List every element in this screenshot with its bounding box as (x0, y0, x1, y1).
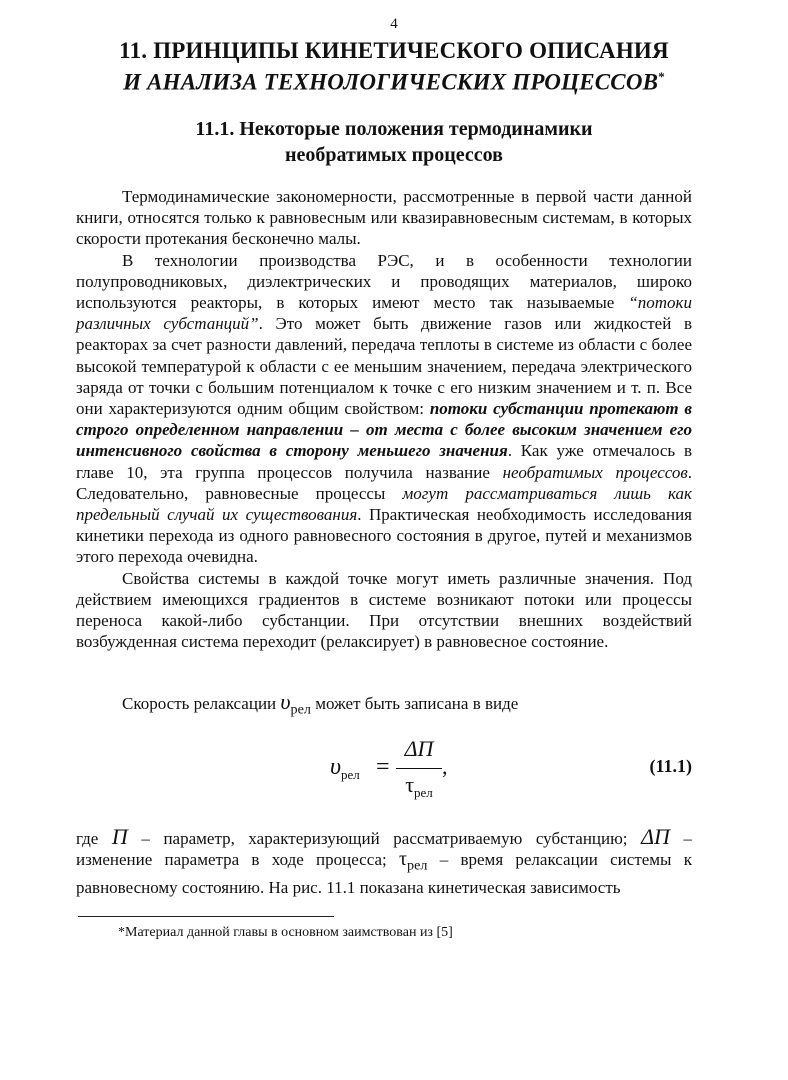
paragraph-5-pre: где (76, 829, 112, 848)
footnote: *Материал данной главы в основном заимствован из [5] (118, 925, 453, 940)
paragraph-5-mid-1: – параметр, характеризующий рассматриваемую субстанцию; (127, 829, 642, 848)
paragraph-4 (76, 691, 692, 721)
paragraph-5-symbol-3: τ (399, 848, 408, 871)
formula-denominator-symbol: τ (405, 772, 415, 797)
paragraph-5-symbol-3-subscript: рел (407, 857, 428, 874)
paragraph-4-text: Скорость релаксации (122, 694, 281, 713)
body-text-formula-intro (76, 691, 692, 721)
chapter-title-line-1: 11. ПРИНЦИПЫ КИНЕТИЧЕСКОГО ОПИСАНИЯ (119, 38, 669, 63)
paragraph-4-subscript: рел (290, 701, 311, 718)
chapter-title-line-2-text: И АНАЛИЗА ТЕХНОЛОГИЧЕСКИХ ПРОЦЕССОВ (123, 69, 659, 95)
paragraph-2-italic-1: “потоки различных субстанций” (76, 293, 692, 334)
paragraph-4-tail: может быть записана в виде (310, 694, 519, 713)
formula-denominator (396, 772, 442, 801)
paragraph-3: Свойства системы в каждой точке могут иметь различные значения. Под действием имеющихся градиентов в системе возникают потоки или процессы переноса какой-либо субстанции. При отсутствии внешних воздействий возбужденная система переходит (релаксирует) в равновесное состояние. (76, 568, 692, 652)
formula-lhs (330, 754, 360, 783)
section-title-line-1: 11.1. Некоторые положения термодинамики (195, 118, 593, 140)
paragraph-2-italic-2: необратимых процессов (502, 462, 688, 482)
formula-equals: = (376, 754, 390, 780)
paragraph-2-text-1: В технологии производства РЭС, и в особенности технологии полупроводниковых, диэлектрических и проводящих материалов, широко используются реакторы, в которых имеют место так называемые (76, 250, 692, 313)
equation-11-1 (330, 736, 470, 806)
footnote-marker: * (658, 69, 665, 84)
paragraph-5-symbol-2: ΔП (641, 824, 670, 849)
chapter-title-line-2 (0, 64, 788, 96)
paragraph-2 (76, 250, 692, 568)
paragraph-2-text-5: . Практическая необходимость исследования кинетики перехода из одного равновесного состояния в другое, путей и механизмов этого перехода очевидна. (76, 505, 692, 567)
paragraph-2-text-2: . Это может быть движение газов или жидкостей в реакторах за счет разности давлений, передача теплоты в системе из области с более высокой температурой к области с ее меньшим значением, передача электрического заряда от точки с большим потенциалом к точке с его низким значением и т. п. Все они характеризуются одним общим свойством: (76, 314, 692, 419)
formula-comma: , (442, 754, 448, 779)
paragraph-5-symbol-1: П (111, 824, 128, 849)
paragraph-1: Термодинамические закономерности, рассмотренные в первой части данной книги, относятся только к равновесным или квазиравновесным системам, в которых скорости протекания бесконечно малы. (76, 187, 692, 249)
formula-lhs-symbol: υ (330, 754, 342, 780)
footnote-rule (78, 916, 334, 917)
paragraph-2-text-3: . Как уже отмечалось в главе 10, эта группа процессов получила название (76, 441, 692, 482)
body-text-bottom (76, 826, 692, 898)
body-text-top (76, 186, 692, 652)
formula-denominator-subscript: рел (414, 785, 433, 800)
formula-lhs-subscript: рел (341, 767, 360, 782)
section-title (0, 116, 788, 168)
paragraph-5 (76, 826, 692, 898)
paragraph-2-text-4: . Следовательно, равновесные процессы (76, 462, 693, 503)
paragraph-4-symbol: υ (280, 689, 291, 714)
equation-number: (11.1) (649, 756, 692, 776)
paragraph-2-italic-3: могут рассматриваться лишь как предельный случай их существования (76, 483, 692, 525)
chapter-title (0, 38, 788, 96)
page-number: 4 (390, 16, 398, 32)
paragraph-2-bold-italic: потоки субстанции протекают в строго определенном направлении – от места с более высоким значением его интенсивного свойства в сторону меньшего значения (76, 399, 693, 461)
paragraph-5-mid-2: – изменение параметра в ходе процесса; (76, 829, 693, 870)
section-title-line-2: необратимых процессов (285, 144, 503, 166)
formula-fraction-bar (396, 768, 442, 769)
paragraph-5-tail: – время релаксации системы к равновесному состоянию. На рис. 11.1 показана кинетическая зависимость (76, 850, 692, 897)
formula-numerator: ΔП (404, 736, 434, 761)
